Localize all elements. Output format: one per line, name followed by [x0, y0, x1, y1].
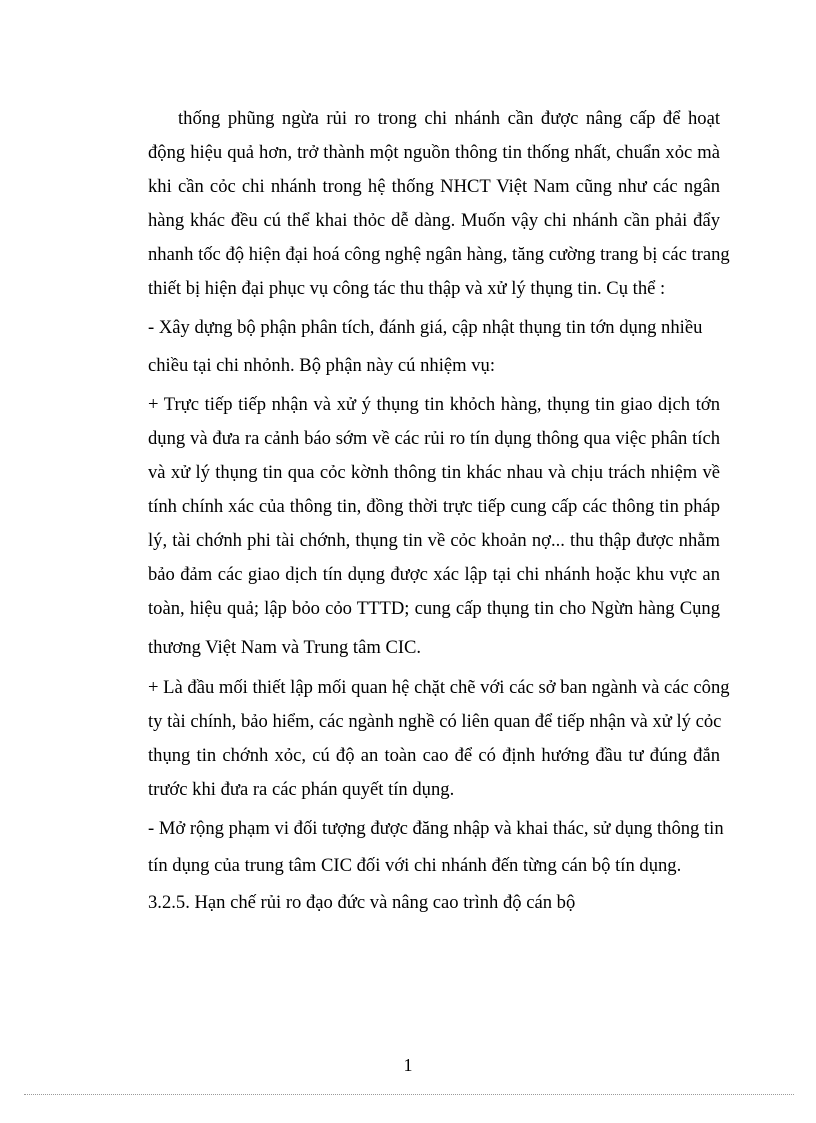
text-line: khi cần cỏc chi nhánh trong hệ thống NHCT Việt Nam cũng như các ngân: [148, 176, 720, 197]
text-line: + Là đầu mối thiết lập mối quan hệ chặt chẽ với các sở ban ngành và các công: [148, 677, 730, 698]
text-line: dụng và đưa ra cảnh báo sớm về các rủi ro tín dụng thông qua việc phân tích: [148, 428, 720, 449]
text-line: thụng tin chớnh xỏc, cú độ an toàn cao để có định hướng đầu tư đúng đắn: [148, 745, 720, 766]
text-line: hàng khác đều cú thể khai thỏc dễ dàng. Muốn vậy chi nhánh cần phải đẩy: [148, 210, 720, 231]
text-line: ty tài chính, bảo hiểm, các ngành nghề có liên quan để tiếp nhận và xử lý cỏc: [148, 711, 722, 732]
text-line: và xử lý thụng tin qua cỏc kờnh thông tin khác nhau và chịu trách nhiệm về: [148, 462, 720, 483]
text-line: toàn, hiệu quả; lập bỏo cỏo TTTD; cung cấp thụng tin cho Ngừn hàng Cụng: [148, 598, 720, 619]
text-line: thương Việt Nam và Trung tâm CIC.: [148, 637, 422, 658]
text-line: trước khi đưa ra các phán quyết tín dụng.: [148, 779, 455, 800]
text-line: - Xây dựng bộ phận phân tích, đánh giá, cập nhật thụng tin tớn dụng nhiều: [148, 317, 703, 338]
text-line: chiều tại chi nhỏnh. Bộ phận này cú nhiệm vụ:: [148, 355, 496, 376]
text-line: thiết bị hiện đại phục vụ công tác thu thập và xử lý thụng tin. Cụ thể :: [148, 278, 666, 299]
text-line: nhanh tốc độ hiện đại hoá công nghệ ngân hàng, tăng cường trang bị các trang: [148, 244, 730, 265]
text-line: + Trực tiếp tiếp nhận và xử ý thụng tin khỏch hàng, thụng tin giao dịch tớn: [148, 394, 720, 415]
text-line: - Mở rộng phạm vi đối tượng được đăng nhập và khai thác, sử dụng thông tin: [148, 818, 724, 839]
text-line: tín dụng của trung tâm CIC đối với chi nhánh đến từng cán bộ tín dụng.: [148, 855, 682, 876]
text-line: tính chính xác của thông tin, đồng thời trực tiếp cung cấp các thông tin pháp: [148, 496, 720, 517]
section-heading: 3.2.5. Hạn chế rủi ro đạo đức và nâng cao trình độ cán bộ: [148, 892, 576, 913]
text-line: bảo đảm các giao dịch tín dụng được xác lập tại chi nhánh hoặc khu vực an: [148, 564, 720, 585]
page-bottom-divider: [24, 1094, 794, 1095]
page-number: 1: [403, 1055, 413, 1075]
text-line: động hiệu quả hơn, trở thành một nguồn thông tin thống nhất, chuẩn xỏc mà: [148, 142, 720, 163]
text-line: thống phũng ngừa rủi ro trong chi nhánh cần được nâng cấp để hoạt: [178, 108, 720, 129]
text-line: lý, tài chớnh phi tài chớnh, thụng tin về cỏc khoản nợ... thu thập được nhằm: [148, 530, 720, 551]
